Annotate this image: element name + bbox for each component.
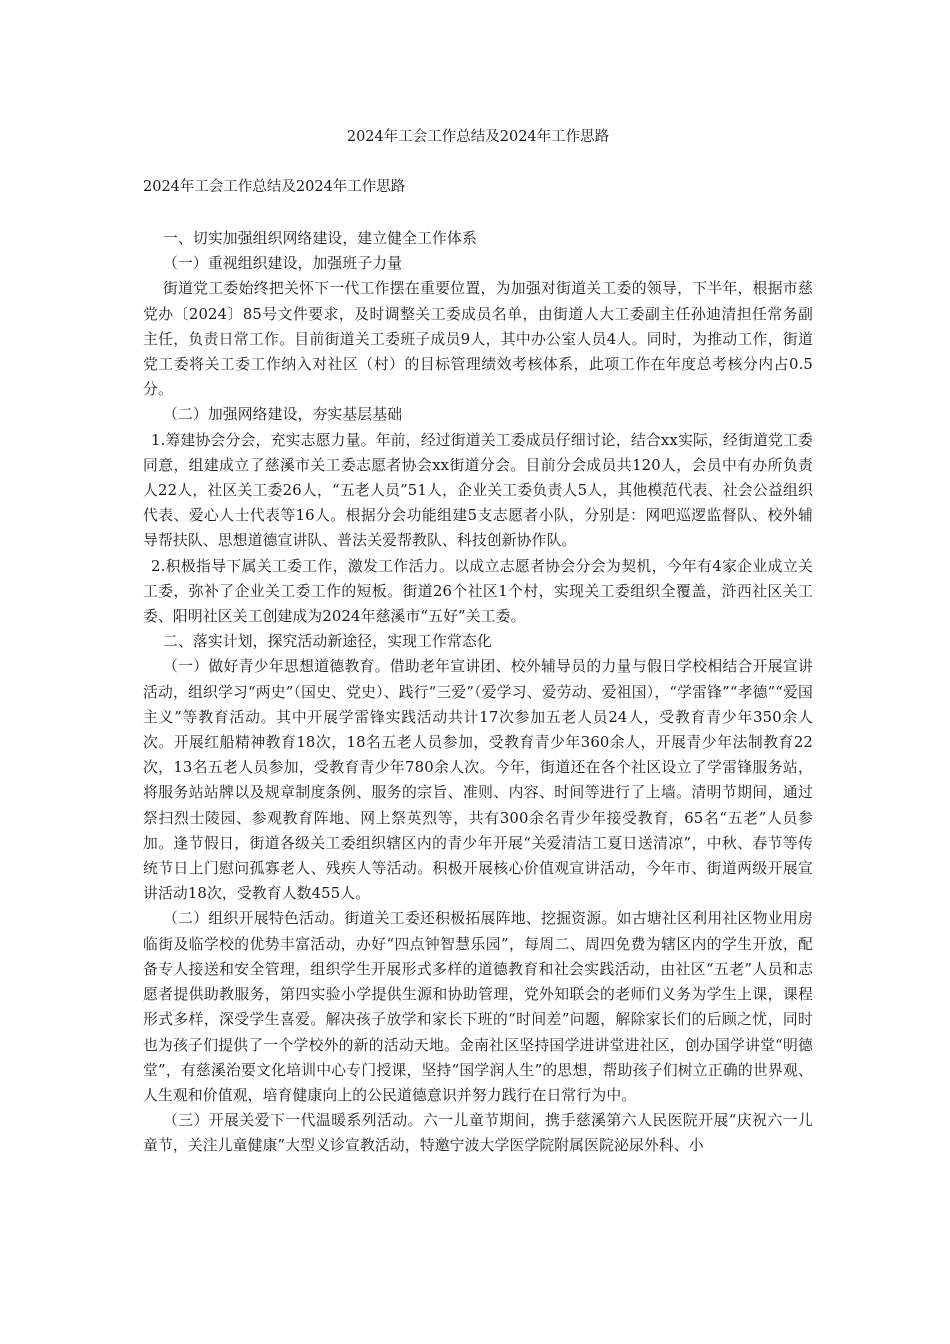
section-heading-2: 二、落实计划，探究活动新途径，实现工作常态化: [163, 633, 492, 651]
paragraph: 2.积极指导下属关工委工作，激发工作活力。以成立志愿者协会分会为契机，今年有4家企业成立关工委，弥补了企业关工委工作的短板。街道26个社区1个村，实现关工委组织全覆盖，浒西社区关工委、阳明社区关工创建成为2024年慈溪市“五好”关工委。: [143, 557, 813, 626]
paragraph: （三）开展关爱下一代温暖系列活动。六一儿童节期间，携手慈溪第六人民医院开展“庆祝六一儿童节，关注儿童健康”大型义诊宣教活动，特邀宁波大学医学院附属医院泌尿外科、小: [143, 1112, 813, 1155]
paragraph: 街道党工委始终把关怀下一代工作摆在重要位置，为加强对街道关工委的领导，下半年，根据市慈党办〔2024〕85号文件要求，及时调整关工委成员名单，由街道人大工委副主任孙迪清担任常务副主任，负责日常工作。目前街道关工委班子成员9人，其中办公室人员4人。同时，为推动工作，街道党工委将关工委工作纳入对社区（村）的目标管理绩效考核体系，此项工作在年度总考核分内占0.5分。: [143, 280, 813, 399]
subsection-heading-1-1: （一）重视组织建设，加强班子力量: [163, 255, 403, 273]
paragraph: 1.筹建协会分会，充实志愿力量。年前，经过街道关工委成员仔细讨论，结合xx实际，经街道党工委同意，组建成立了慈溪市关工委志愿者协会xx街道分会。目前分会成员共120人，会员中有办所负责人22人，社区关工委26人，“五老人员”51人，企业关工委负责人5人，其他模范代表、社会公益组织代表、爱心人士代表等16人。根据分会功能组建5支志愿者小队，分别是：网吧巡逻监督队、校外辅导帮扶队、思想道德宣讲队、普法关爱帮教队、科技创新协作队。: [143, 431, 813, 550]
section-heading-1: 一、切实加强组织网络建设，建立健全工作体系: [163, 230, 477, 247]
document-body: [143, 226, 813, 1159]
paragraph: （二）组织开展特色活动。街道关工委还积极拓展阵地、挖掘资源。如古塘社区利用社区物业用房临街及临学校的优势丰富活动，办好“四点钟智慧乐园”，每周二、周四免费为辖区内的学生开放，配备专人接送和安全管理，组织学生开展形式多样的道德教育和社会实践活动，由社区“五老”人员和志愿者提供助教服务，第四实验小学提供生源和协助管理，党外知联会的老师们义务为学生上课，课程形式多样，深受学生喜爱。解决孩子放学和家长下班的“时间差”问题，解除家长们的后顾之忧，同时也为孩子们提供了一个学校外的新的活动天地。金南社区坚持国学进讲堂进社区，创办国学讲堂“明德堂”，有慈溪治要文化培训中心专门授课，坚持“国学润人生”的思想，帮助孩子们树立正确的世界观、人生观和价值观，培育健康向上的公民道德意识并努力践行在日常行为中。: [143, 910, 813, 1104]
subsection-heading-1-2: （二）加强网络建设，夯实基层基础: [163, 406, 403, 424]
document-subtitle: 2024年工会工作总结及2024年工作思路: [143, 179, 406, 195]
document-title: 2024年工会工作总结及2024年工作思路: [346, 129, 610, 145]
paragraph: （一）做好青少年思想道德教育。借助老年宣讲团、校外辅导员的力量与假日学校相结合开展宣讲活动，组织学习“两史”（国史、党史）、践行“三爱”（爱学习、爱劳动、爱祖国），“学雷锋”“孝德”“爱国主义”等教育活动。其中开展学雷锋实践活动共计17次参加五老人员24人，受教育青少年350余人次。开展红船精神教育18次，18名五老人员参加，受教育青少年360余人，开展青少年法制教育22次，13名五老人员参加，受教育青少年780余人次。今年，街道还在各个社区设立了学雷锋服务站，将服务站站牌以及规章制度条例、服务的宗旨、准则、内容、时间等进行了上墙。清明节期间，通过祭扫烈士陵园、参观教育阵地、网上祭英烈等，共有300余名青少年接受教育，65名“五老”人员参加。逢节假日，街道各级关工委组织辖区内的青少年开展“关爱清洁工夏日送清凉”，中秋、春节等传统节日上门慰问孤寡老人、残疾人等活动。积极开展核心价值观宣讲活动，今年市、街道两级开展宣讲活动18次，受教育人数455人。: [143, 658, 813, 903]
